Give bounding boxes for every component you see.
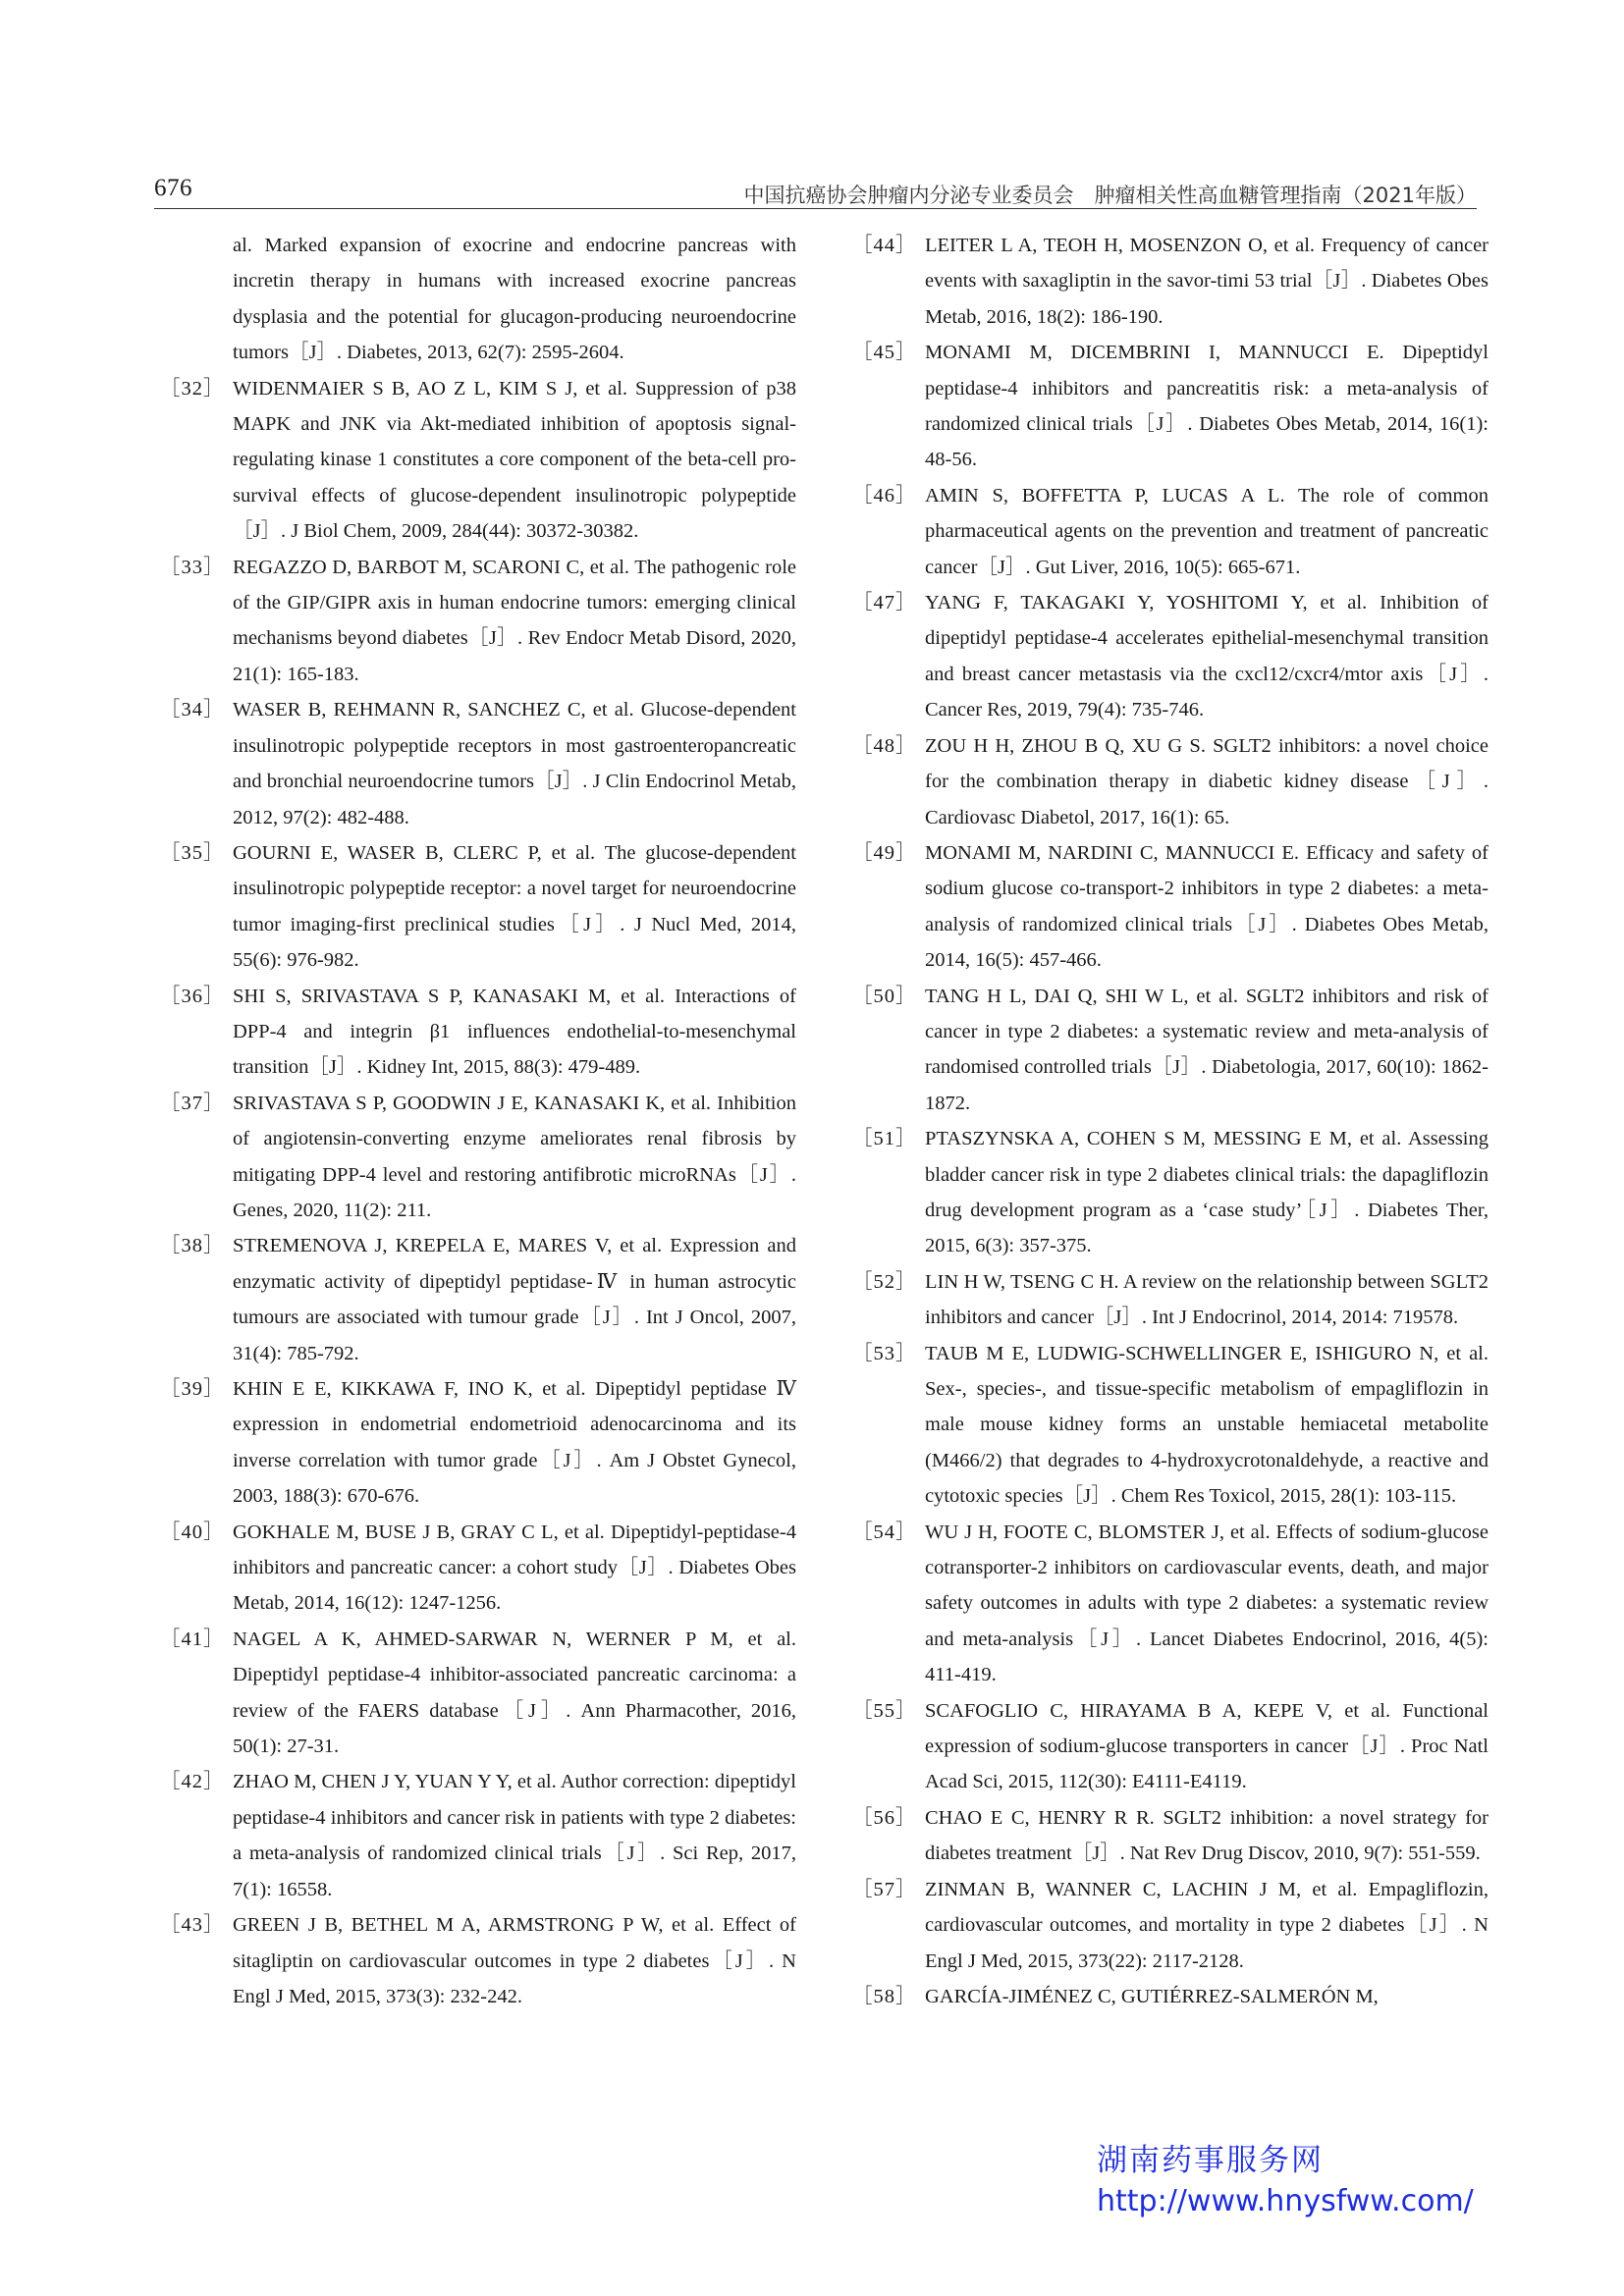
watermark	[1097, 2140, 1474, 2222]
reference-item	[160, 1228, 796, 1371]
reference-item	[160, 1086, 796, 1229]
reference-item	[852, 728, 1489, 835]
reference-item	[852, 478, 1489, 585]
reference-number: ［49］	[852, 841, 917, 864]
reference-number: ［51］	[852, 1128, 917, 1150]
page-number: 676	[154, 175, 192, 201]
reference-item	[852, 1515, 1489, 1693]
reference-text: GOKHALE M, BUSE J B, GRAY C L, et al. Dipeptidyl-peptidase-4 inhibitors and pancreatic cancer: a cohort study［J］. Diabetes Obes Metab, 2014, 16(12): 1247-1256.	[233, 1521, 796, 1615]
reference-item	[852, 228, 1489, 335]
reference-text: REGAZZO D, BARBOT M, SCARONI C, et al. The pathogenic role of the GIP/GIPR axis in human endocrine tumors: emerging clinical mechanisms beyond diabetes［J］. Rev Endocr Metab Disord, 2020, 21(1): 165-183.	[233, 556, 796, 685]
reference-item	[160, 1907, 796, 2014]
reference-item	[852, 1264, 1489, 1336]
reference-text: SRIVASTAVA S P, GOODWIN J E, KANASAKI K, et al. Inhibition of angiotensin-converting enzyme ameliorates renal fibrosis by mitigating DPP-4 level and restoring antifibrotic microRNAs［J］. Genes, 2020, 11(2): 211.	[233, 1092, 796, 1221]
reference-number: ［54］	[852, 1521, 917, 1543]
reference-text: YANG F, TAKAGAKI Y, YOSHITOMI Y, et al. Inhibition of dipeptidyl peptidase-4 accelerates epithelial-mesenchymal transition and breast cancer metastasis via the cxcl12/cxcr4/mtor axis［J］. Cancer Res, 2019, 79(4): 735-746.	[925, 592, 1489, 721]
reference-text: NAGEL A K, AHMED-SARWAR N, WERNER P M, et al. Dipeptidyl peptidase-4 inhibitor-associated pancreatic carcinoma: a review of the FAERS database［J］. Ann Pharmacother, 2016, 50(1): 27-31.	[233, 1628, 796, 1758]
watermark-url: http://www.hnysfww.com/	[1097, 2184, 1474, 2218]
reference-number: ［33］	[160, 556, 225, 578]
reference-item	[852, 1336, 1489, 1515]
reference-text: AMIN S, BOFFETTA P, LUCAS A L. The role of common pharmaceutical agents on the prevention and treatment of pancreatic cancer［J］. Gut Liver, 2016, 10(5): 665-671.	[925, 484, 1489, 578]
reference-item	[852, 835, 1489, 979]
reference-item	[160, 692, 796, 835]
reference-number: ［50］	[852, 985, 917, 1007]
reference-text: KHIN E E, KIKKAWA F, INO K, et al. Dipeptidyl peptidase Ⅳ expression in endometrial endometrioid adenocarcinoma and its inverse correlation with tumor grade［J］. Am J Obstet Gynecol, 2003, 188(3): 670-676.	[233, 1378, 796, 1508]
reference-text: MONAMI M, NARDINI C, MANNUCCI E. Efficacy and safety of sodium glucose co-transport-2 inhibitors in type 2 diabetes: a meta-analysis of randomized clinical trials［J］. Diabetes Obes Metab, 2014, 16(5): 457-466.	[925, 841, 1489, 972]
reference-text: LEITER L A, TEOH H, MOSENZON O, et al. Frequency of cancer events with saxagliptin in the savor-timi 53 trial［J］. Diabetes Obes Metab, 2016, 18(2): 186-190.	[925, 235, 1489, 328]
reference-number: ［45］	[852, 342, 917, 364]
reference-text: CHAO E C, HENRY R R. SGLT2 inhibition: a novel strategy for diabetes treatment［J］. Nat Rev Drug Discov, 2010, 9(7): 551-559.	[925, 1806, 1489, 1865]
reference-continuation: al. Marked expansion of exocrine and endocrine pancreas with incretin therapy in humans with increased exocrine pancreas dysplasia and the potential for glucagon-producing neuroendocrine tumors［J］. Diabetes, 2013, 62(7): 2595-2604.	[233, 235, 796, 364]
reference-item	[160, 1622, 796, 1765]
reference-item	[160, 550, 796, 693]
reference-text: LIN H W, TSENG C H. A review on the relationship between SGLT2 inhibitors and cancer［J］. Int J Endocrinol, 2014, 2014: 719578.	[925, 1270, 1489, 1329]
reference-number: ［37］	[160, 1092, 225, 1114]
reference-text: GARCÍA-JIMÉNEZ C, GUTIÉRREZ-SALMERÓN M,	[925, 1985, 1379, 2007]
reference-text: TANG H L, DAI Q, SHI W L, et al. SGLT2 inhibitors and risk of cancer in type 2 diabetes: a systematic review and meta-analysis of randomised controlled trials［J］. Diabetologia, 2017, 60(10): 1862-1872.	[925, 985, 1489, 1114]
reference-item	[160, 1515, 796, 1622]
reference-number: ［56］	[852, 1806, 917, 1829]
reference-number: ［41］	[160, 1628, 225, 1650]
reference-item	[160, 1371, 796, 1515]
reference-number: ［48］	[852, 734, 917, 757]
reference-item	[852, 1800, 1489, 1872]
reference-number: ［38］	[160, 1235, 225, 1257]
reference-number: ［39］	[160, 1378, 225, 1400]
reference-number: ［44］	[852, 235, 917, 256]
reference-text: WU J H, FOOTE C, BLOMSTER J, et al. Effects of sodium-glucose cotransporter-2 inhibitors on cardiovascular events, death, and major safety outcomes in adults with type 2 diabetes: a systematic review and meta-analysis［J］. Lancet Diabetes Endocrinol, 2016, 4(5): 411-419.	[925, 1521, 1489, 1686]
reference-item	[852, 1121, 1489, 1264]
reference-text: STREMENOVA J, KREPELA E, MARES V, et al. Expression and enzymatic activity of dipeptidyl peptidase-Ⅳ in human astrocytic tumours are associated with tumour grade［J］. Int J Oncol, 2007, 31(4): 785-792.	[233, 1235, 796, 1364]
reference-text: SHI S, SRIVASTAVA S P, KANASAKI M, et al. Interactions of DPP-4 and integrin β1 influences endothelial-to-mesenchymal transition［J］. Kidney Int, 2015, 88(3): 479-489.	[233, 985, 796, 1079]
reference-number: ［42］	[160, 1771, 225, 1793]
reference-item	[852, 1872, 1489, 1979]
reference-number: ［34］	[160, 699, 225, 721]
reference-item	[160, 371, 796, 550]
right-column	[852, 228, 1489, 2014]
reference-text: GREEN J B, BETHEL M A, ARMSTRONG P W, et al. Effect of sitagliptin on cardiovascular outcomes in type 2 diabetes［J］. N Engl J Med, 2015, 373(3): 232-242.	[233, 1914, 796, 2007]
reference-text: PTASZYNSKA A, COHEN S M, MESSING E M, et al. Assessing bladder cancer risk in type 2 diabetes clinical trials: the dapagliflozin drug development program as a ‘case study’［J］. Diabetes Ther, 2015, 6(3): 357-375.	[925, 1128, 1489, 1257]
reference-item	[160, 835, 796, 979]
reference-text: GOURNI E, WASER B, CLERC P, et al. The glucose-dependent insulinotropic polypeptide receptor: a novel target for neuroendocrine tumor imaging-first preclinical studies［J］. J Nucl Med, 2014, 55(6): 976-982.	[233, 841, 796, 972]
reference-text: WIDENMAIER S B, AO Z L, KIM S J, et al. Suppression of p38 MAPK and JNK via Akt-mediated inhibition of apoptosis signal-regulating kinase 1 constitutes a core component of the beta-cell pro-survival effects of glucose-dependent insulinotropic polypeptide［J］. J Biol Chem, 2009, 284(44): 30372-30382.	[233, 377, 796, 543]
reference-number: ［53］	[852, 1342, 917, 1364]
reference-text: SCAFOGLIO C, HIRAYAMA B A, KEPE V, et al. Functional expression of sodium-glucose transporters in cancer［J］. Proc Natl Acad Sci, 2015, 112(30): E4111-E4119.	[925, 1699, 1489, 1793]
reference-text: ZOU H H, ZHOU B Q, XU G S. SGLT2 inhibitors: a novel choice for the combination therapy in diabetic kidney disease［J］. Cardiovasc Diabetol, 2017, 16(1): 65.	[925, 734, 1489, 828]
reference-text: MONAMI M, DICEMBRINI I, MANNUCCI E. Dipeptidyl peptidase-4 inhibitors and pancreatitis risk: a meta-analysis of randomized clinical trials［J］. Diabetes Obes Metab, 2014, 16(1): 48-56.	[925, 342, 1489, 471]
running-head: 中国抗癌协会肿瘤内分泌专业委员会 肿瘤相关性高血糖管理指南（2021年版）	[743, 184, 1477, 207]
reference-item	[160, 1764, 796, 1907]
reference-number: ［55］	[852, 1699, 917, 1722]
left-column	[160, 228, 796, 2014]
header-divider	[154, 208, 1477, 209]
reference-item	[160, 979, 796, 1086]
reference-text: ZHAO M, CHEN J Y, YUAN Y Y, et al. Author correction: dipeptidyl peptidase-4 inhibitors and cancer risk in patients with type 2 diabetes: a meta-analysis of randomized clinical trials［J］. Sci Rep, 2017, 7(1): 16558.	[233, 1771, 796, 1900]
reference-item	[852, 585, 1489, 728]
reference-item	[852, 1693, 1489, 1800]
reference-number: ［40］	[160, 1521, 225, 1543]
watermark-site-name: 湖南药事服务网	[1097, 2143, 1324, 2178]
reference-number: ［36］	[160, 985, 225, 1007]
reference-number: ［43］	[160, 1914, 225, 1937]
reference-item	[852, 335, 1489, 478]
reference-item	[852, 1979, 1489, 2014]
reference-number: ［32］	[160, 377, 225, 400]
reference-number: ［52］	[852, 1270, 917, 1293]
reference-number: ［57］	[852, 1878, 917, 1900]
reference-number: ［35］	[160, 841, 225, 864]
reference-text: ZINMAN B, WANNER C, LACHIN J M, et al. Empagliflozin, cardiovascular outcomes, and mortality in type 2 diabetes［J］. N Engl J Med, 2015, 373(22): 2117-2128.	[925, 1878, 1489, 1972]
reference-number: ［47］	[852, 592, 917, 614]
reference-text: WASER B, REHMANN R, SANCHEZ C, et al. Glucose-dependent insulinotropic polypeptide receptors in most gastroenteropancreatic and bronchial neuroendocrine tumors［J］. J Clin Endocrinol Metab, 2012, 97(2): 482-488.	[233, 699, 796, 828]
reference-item	[852, 979, 1489, 1122]
reference-text: TAUB M E, LUDWIG-SCHWELLINGER E, ISHIGURO N, et al. Sex-, species-, and tissue-specific metabolism of empagliflozin in male mouse kidney forms an unstable hemiacetal metabolite (M466/2) that degrades to 4-hydroxycrotonaldehyde, a reactive and cytotoxic species［J］. Chem Res Toxicol, 2015, 28(1): 103-115.	[925, 1342, 1489, 1508]
reference-number: ［46］	[852, 484, 917, 507]
reference-number: ［58］	[852, 1985, 917, 2007]
